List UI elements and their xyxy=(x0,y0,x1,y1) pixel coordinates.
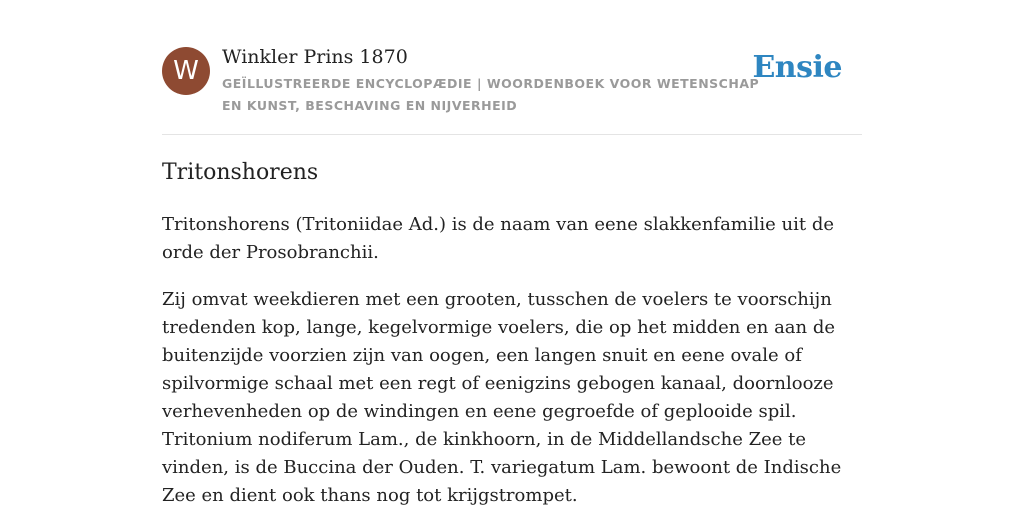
article-body xyxy=(162,211,862,529)
source-subtitle: GEÏLLUSTREERDE ENCYCLOPÆDIE | WOORDENBOEK VOOR WETENSCHAP EN KUNST, BESCHAVING EN NIJVERHEID xyxy=(222,76,760,113)
avatar[interactable]: W xyxy=(162,47,210,95)
source-title[interactable]: Winkler Prins 1870 xyxy=(222,46,408,68)
article-title: Tritonshorens xyxy=(162,160,319,185)
ensie-logo[interactable]: Ensie xyxy=(752,50,842,85)
article-paragraph: Zij omvat weekdieren met een grooten, tusschen de voelers te voorschijn tredenden kop, lange, kegelvormige voelers, die op het midden en aan de buitenzijde voorzien zijn van oogen, een langen snuit en eene ovale of spilvormige schaal met een regt of eenigzins gebogen kanaal, doornlooze verhevenheden op de windingen en eene gegroefde of geplooide spil. Tritonium nodiferum Lam., de kinkhoorn, in de Middellandsche Zee te vinden, is de Buccina der Ouden. T. variegatum Lam. bewoont de Indische Zee en dient ook thans nog tot krijgstrompet. xyxy=(162,289,842,506)
page-container xyxy=(162,0,862,506)
article-paragraph: Tritonshorens (Tritoniidae Ad.) is de naam van eene slakkenfamilie uit de orde der Prosobranchii. xyxy=(162,214,835,263)
source-header xyxy=(162,0,862,135)
